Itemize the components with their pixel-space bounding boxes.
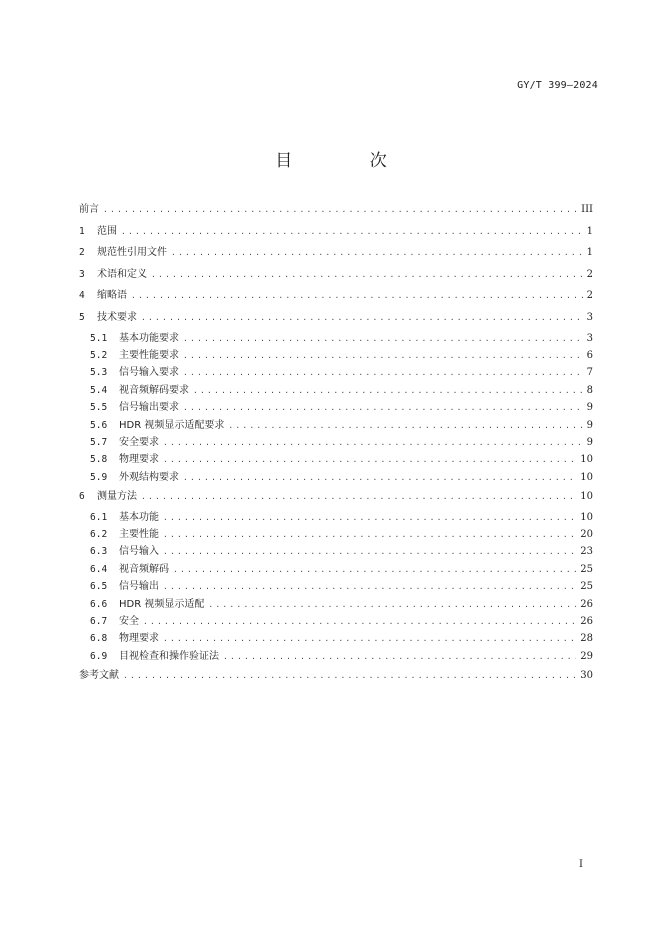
toc-entry-page: 8 xyxy=(586,384,593,396)
toc-entry-page: 28 xyxy=(580,633,593,645)
toc-leader-dots xyxy=(193,382,583,399)
toc-leader-dots xyxy=(163,526,576,543)
toc-entry[interactable] xyxy=(79,199,593,221)
toc-entry-label: 前言 xyxy=(79,204,99,215)
toc-entry-label: 测量方法 xyxy=(97,491,137,503)
toc-entry-page: 2 xyxy=(586,268,593,280)
toc-entry-number: 5 xyxy=(79,311,85,323)
toc-entry[interactable] xyxy=(79,399,593,416)
toc-leader-dots xyxy=(141,307,583,329)
toc-entry-label: 技术要求 xyxy=(97,311,137,323)
toc-leader-dots xyxy=(208,596,576,613)
toc-leader-dots xyxy=(103,199,577,221)
toc-entry-page: III xyxy=(581,204,593,215)
toc-entry[interactable] xyxy=(79,526,593,543)
toc-entry-number: 6.3 xyxy=(90,546,108,558)
toc-entry-label: 范围 xyxy=(97,225,117,237)
toc-entry-label: 规范性引用文件 xyxy=(97,247,167,259)
toc-entry-number: 6.8 xyxy=(90,633,108,645)
toc-entry-label: 目视检查和操作验证法 xyxy=(119,650,219,662)
toc-entry[interactable] xyxy=(79,285,593,307)
toc-entry[interactable] xyxy=(79,417,593,434)
toc-entry[interactable] xyxy=(79,578,593,595)
page-title: 目 次 xyxy=(275,151,423,171)
toc-entry[interactable] xyxy=(79,242,593,264)
toc-entry[interactable] xyxy=(79,613,593,630)
toc-entry-number: 6.9 xyxy=(90,650,108,662)
toc-entry-label: 外观结构要求 xyxy=(119,471,179,483)
toc-entry[interactable] xyxy=(79,469,593,486)
toc-entry-number: 6.1 xyxy=(90,511,108,523)
toc-entry[interactable] xyxy=(79,509,593,526)
toc-entry-page: 25 xyxy=(580,581,593,593)
toc-entry[interactable] xyxy=(79,561,593,578)
toc-entry-label: 基本功能 xyxy=(119,511,159,523)
toc-leader-dots xyxy=(163,434,583,451)
toc-entry-label: 信号输入要求 xyxy=(119,367,179,379)
toc-entry-number: 1 xyxy=(79,225,85,237)
toc-leader-dots xyxy=(143,613,576,630)
toc-entry-number: 5.1 xyxy=(90,332,108,344)
toc-entry-number: 5.7 xyxy=(90,436,108,448)
toc-entry-label: 安全要求 xyxy=(119,436,159,448)
toc-entry[interactable] xyxy=(79,543,593,560)
toc-entry-number: 5.8 xyxy=(90,454,108,466)
toc-entry[interactable] xyxy=(79,264,593,286)
toc-entry-page: 3 xyxy=(586,311,593,323)
toc-entry-label: 信号输出要求 xyxy=(119,402,179,414)
toc-entry-number: 6.2 xyxy=(90,529,108,541)
toc-entry[interactable] xyxy=(79,330,593,347)
toc-entry-number: 5.6 xyxy=(90,419,108,431)
toc-entry-label: 信号输入 xyxy=(119,546,159,558)
toc-entry-label: 基本功能要求 xyxy=(119,332,179,344)
toc-entry-label: 安全 xyxy=(119,616,139,628)
standard-code: GY/T 399—2024 xyxy=(517,80,598,91)
toc-entry-number: 4 xyxy=(79,290,85,302)
toc-entry[interactable] xyxy=(79,364,593,381)
toc-entry-page: 10 xyxy=(580,491,593,503)
toc-leader-dots xyxy=(171,242,583,264)
toc-entry-page: 1 xyxy=(586,247,593,259)
toc-entry-page: 9 xyxy=(586,419,593,431)
toc-entry-number: 5.3 xyxy=(90,367,108,379)
toc-leader-dots xyxy=(163,578,576,595)
toc-entry[interactable] xyxy=(79,221,593,243)
toc-leader-dots xyxy=(163,451,576,468)
toc-entry-number: 6 xyxy=(79,491,85,503)
toc-leader-dots xyxy=(183,399,583,416)
toc-entry[interactable] xyxy=(79,665,593,687)
toc-leader-dots xyxy=(228,417,582,434)
toc-entry-label: 视音频解码要求 xyxy=(119,384,189,396)
toc-entry-page: 2 xyxy=(586,290,593,302)
toc-entry-page: 26 xyxy=(580,598,593,610)
toc-entry-page: 25 xyxy=(580,563,593,575)
toc-entry-label: 术语和定义 xyxy=(97,268,147,280)
toc-leader-dots xyxy=(163,630,576,647)
toc-entry-page: 3 xyxy=(586,332,593,344)
footer-page-number: I xyxy=(579,859,583,870)
toc-entry[interactable] xyxy=(79,347,593,364)
toc-leader-dots xyxy=(163,543,576,560)
toc-entry-number: 6.4 xyxy=(90,563,108,575)
toc-entry-page: 7 xyxy=(586,367,593,379)
toc-leader-dots xyxy=(163,509,576,526)
toc-entry-page: 26 xyxy=(580,616,593,628)
toc-entry[interactable] xyxy=(79,307,593,329)
toc-entry-page: 9 xyxy=(586,402,593,414)
toc-entry-label: HDR 视频显示适配 xyxy=(119,598,205,610)
toc-entry[interactable] xyxy=(79,630,593,647)
toc-entry-page: 10 xyxy=(580,511,593,523)
toc-entry-page: 6 xyxy=(586,349,593,361)
toc-entry-page: 23 xyxy=(580,546,593,558)
toc-entry-number: 6.7 xyxy=(90,616,108,628)
toc-entry-page: 30 xyxy=(580,670,593,682)
toc-entry-page: 10 xyxy=(580,454,593,466)
toc-leader-dots xyxy=(131,285,583,307)
table-of-contents xyxy=(79,199,593,687)
toc-leader-dots xyxy=(183,364,583,381)
toc-entry-label: 物理要求 xyxy=(119,454,159,466)
toc-entry-number: 5.4 xyxy=(90,384,108,396)
toc-leader-dots xyxy=(223,648,576,665)
toc-entry-label: 视音频解码 xyxy=(119,563,169,575)
toc-leader-dots xyxy=(141,486,576,508)
toc-entry-label: 物理要求 xyxy=(119,633,159,645)
toc-entry-label: 信号输出 xyxy=(119,581,159,593)
toc-leader-dots xyxy=(183,330,583,347)
toc-leader-dots xyxy=(183,347,583,364)
toc-leader-dots xyxy=(123,665,576,687)
toc-entry-number: 2 xyxy=(79,247,85,259)
toc-entry-number: 3 xyxy=(79,268,85,280)
toc-leader-dots xyxy=(173,561,576,578)
toc-entry[interactable] xyxy=(79,486,593,508)
toc-entry[interactable] xyxy=(79,648,593,665)
toc-entry[interactable] xyxy=(79,596,593,613)
toc-entry-page: 1 xyxy=(586,225,593,237)
toc-entry-number: 6.6 xyxy=(90,598,108,610)
toc-entry-label: 参考文献 xyxy=(79,670,119,682)
toc-entry-number: 5.5 xyxy=(90,402,108,414)
toc-entry-page: 9 xyxy=(586,436,593,448)
toc-entry[interactable] xyxy=(79,451,593,468)
toc-entry-label: HDR 视频显示适配要求 xyxy=(119,419,225,431)
toc-entry-page: 20 xyxy=(580,529,593,541)
toc-leader-dots xyxy=(151,264,583,286)
toc-entry[interactable] xyxy=(79,434,593,451)
toc-entry-number: 5.9 xyxy=(90,471,108,483)
toc-entry-number: 5.2 xyxy=(90,349,108,361)
toc-entry-label: 主要性能 xyxy=(119,529,159,541)
toc-entry-label: 主要性能要求 xyxy=(119,349,179,361)
toc-entry-page: 10 xyxy=(580,471,593,483)
toc-leader-dots xyxy=(183,469,576,486)
toc-entry-page: 29 xyxy=(580,650,593,662)
toc-entry-label: 缩略语 xyxy=(97,290,127,302)
toc-entry-number: 6.5 xyxy=(90,581,108,593)
toc-entry[interactable] xyxy=(79,382,593,399)
toc-leader-dots xyxy=(121,221,583,243)
